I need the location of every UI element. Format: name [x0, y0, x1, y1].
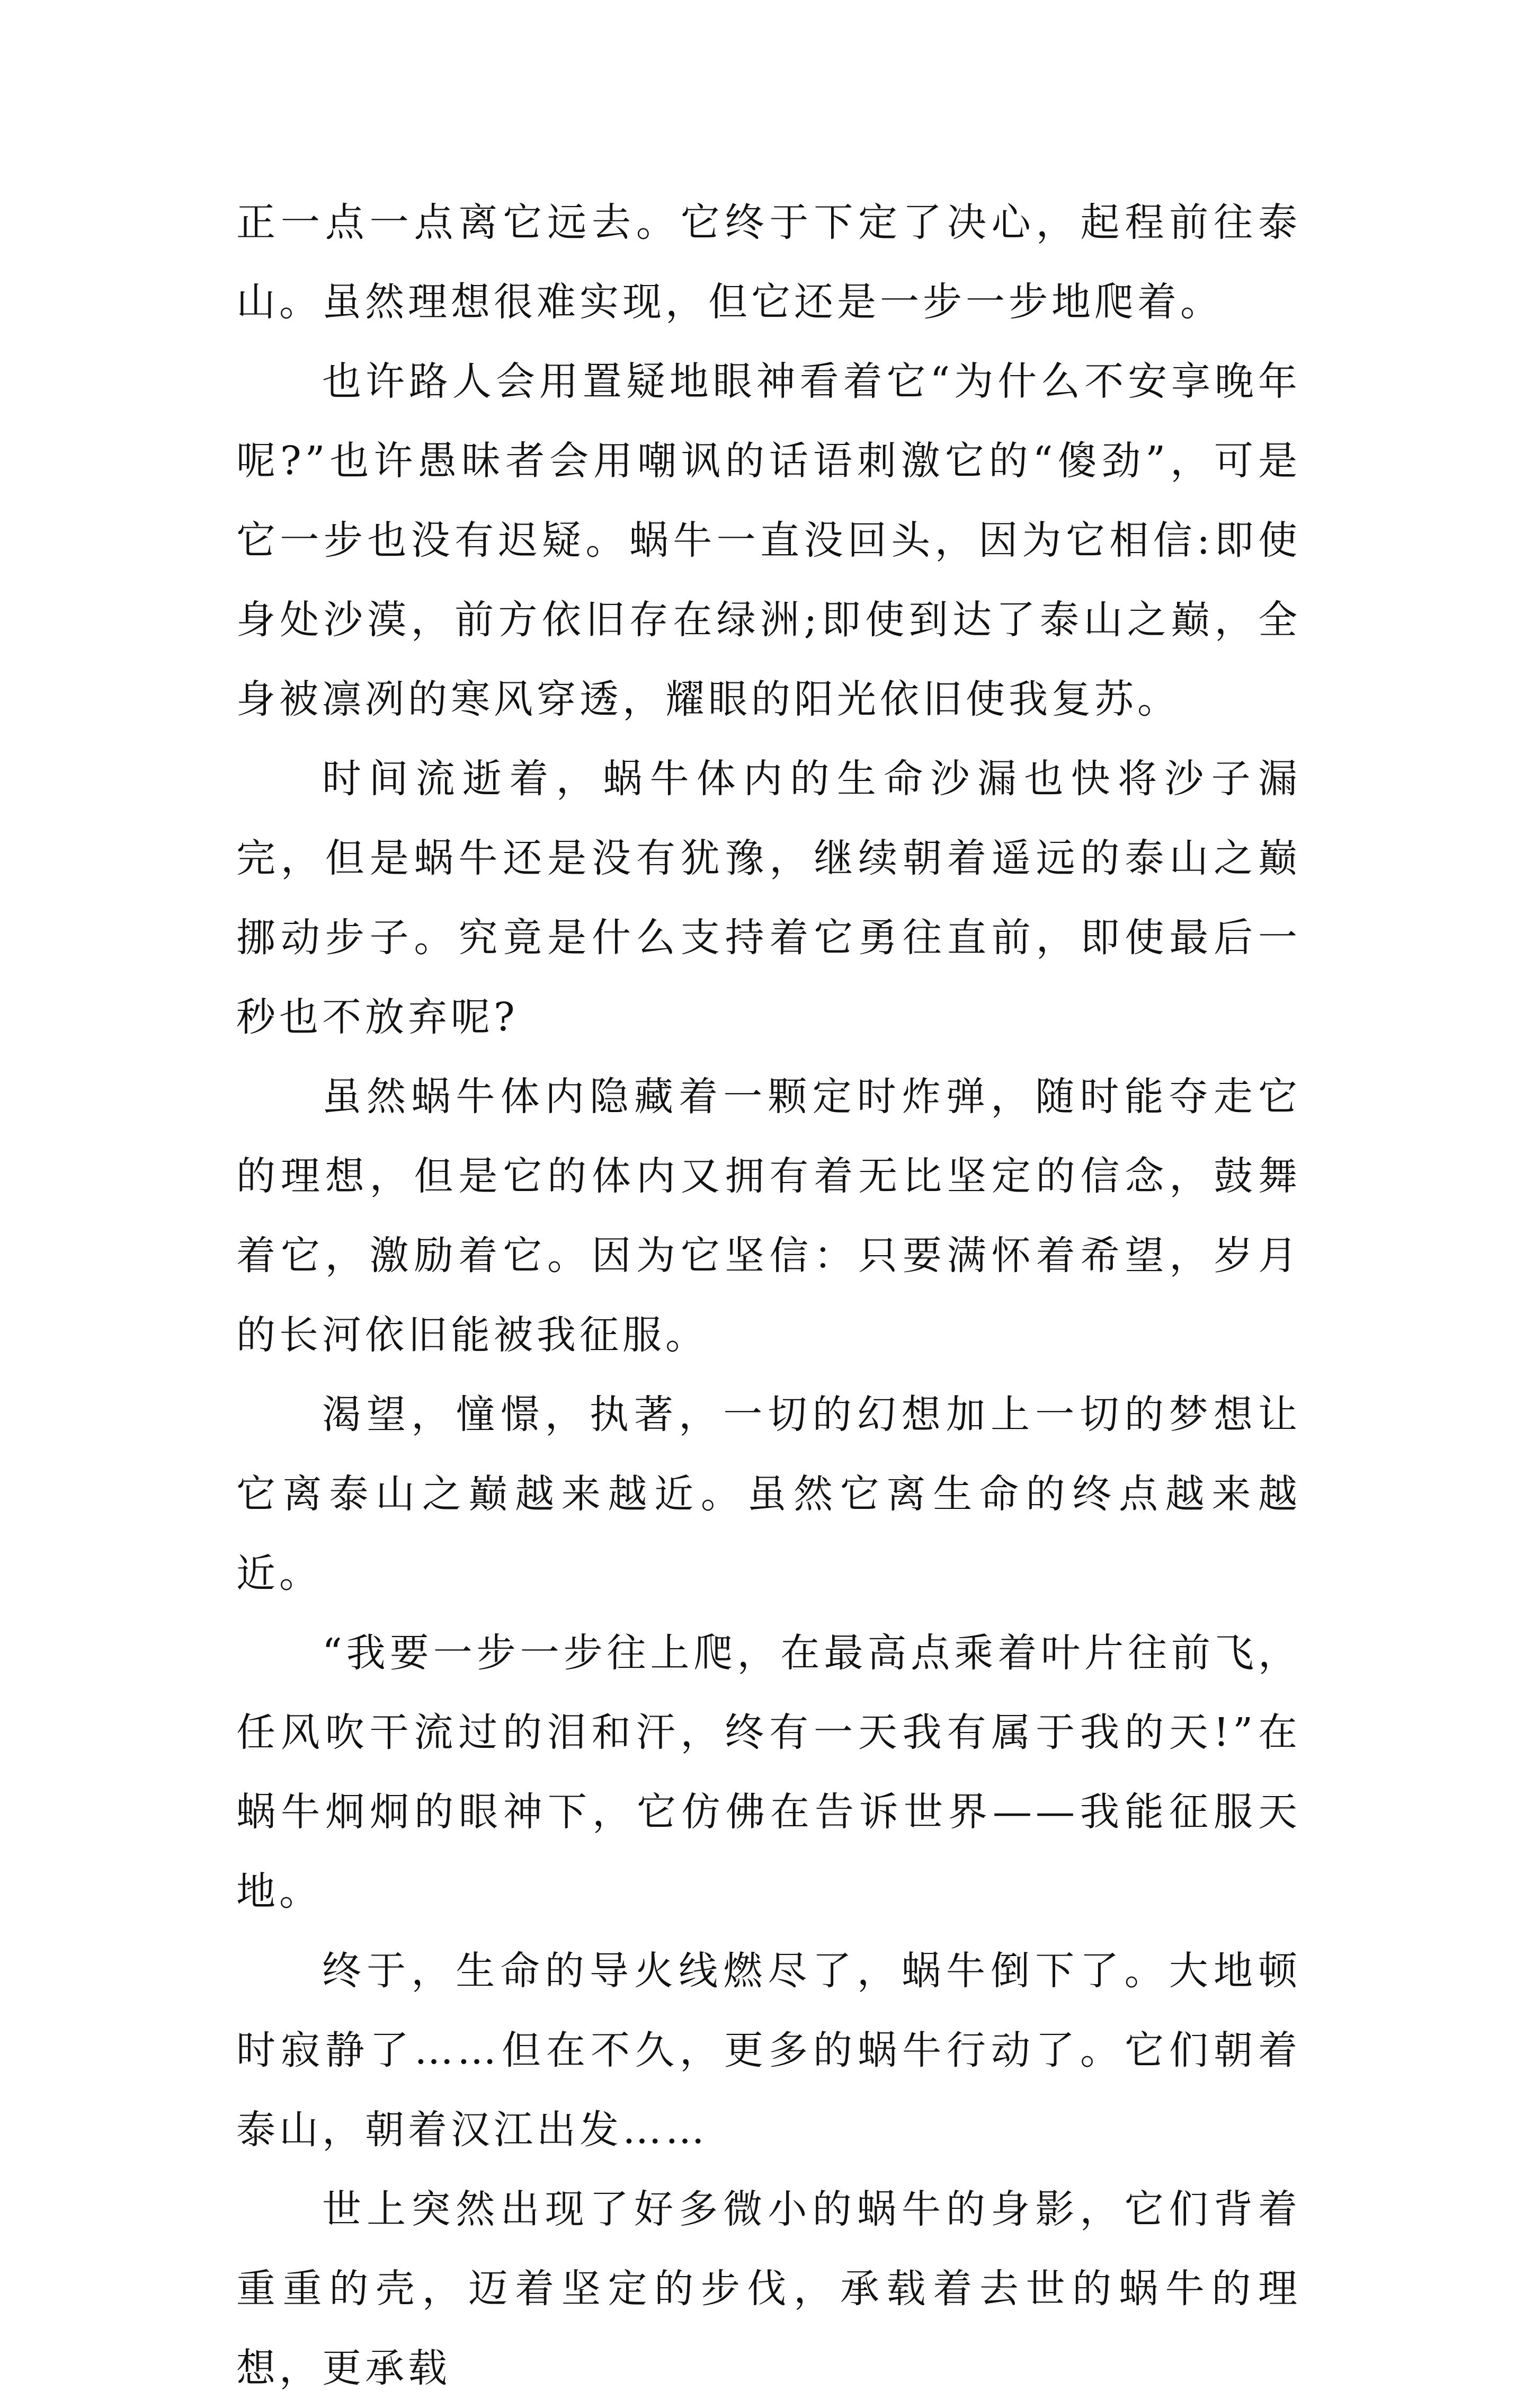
paragraph-8: 世上突然出现了好多微小的蜗牛的身影，它们背着重重的壳，迈着坚定的步伐，承载着去世的蜗牛的理想，更承载: [236, 2187, 1301, 2391]
essay-body: [236, 183, 1301, 2408]
paragraph-3: 时间流逝着，蜗牛体内的生命沙漏也快将沙子漏完，但是蜗牛还是没有犹豫，继续朝着遥远的泰山之巅挪动步子。究竟是什么支持着它勇往直前，即使最后一秒也不放弃呢?: [236, 756, 1301, 1040]
paragraph-1: 正一点一点离它远去。它终于下定了决心，起程前往泰山。虽然理想很难实现，但它还是一步一步地爬着。: [236, 200, 1301, 325]
paragraph-7: 终于，生命的导火线燃尽了，蜗牛倒下了。大地顿时寂静了……但在不久，更多的蜗牛行动了。它们朝着泰山，朝着汉江出发……: [236, 1948, 1301, 2153]
paragraph-5: 渴望，憧憬，执著，一切的幻想加上一切的梦想让它离泰山之巅越来越近。虽然它离生命的终点越来越近。: [236, 1392, 1301, 1596]
paragraph-4: 虽然蜗牛体内隐藏着一颗定时炸弹，随时能夺走它的理想，但是它的体内又拥有着无比坚定的信念，鼓舞着它，激励着它。因为它坚信：只要满怀着希望，岁月的长河依旧能被我征服。: [236, 1074, 1301, 1358]
paragraph-2: 也许路人会用置疑地眼神看着它“为什么不安享晚年呢?”也许愚昧者会用嘲讽的话语刺激它的“傻劲”，可是它一步也没有迟疑。蜗牛一直没回头，因为它相信:即使身处沙漠，前方依旧存在绿洲;即使到达了泰山之巅，全身被凛冽的寒风穿透，耀眼的阳光依旧使我复苏。: [236, 359, 1301, 722]
paragraph-6: “我要一步一步往上爬，在最高点乘着叶片往前飞，任风吹干流过的泪和汗，终有一天我有属于我的天!”在蜗牛炯炯的眼神下，它仿佛在告诉世界——我能征服天地。: [236, 1630, 1301, 1914]
